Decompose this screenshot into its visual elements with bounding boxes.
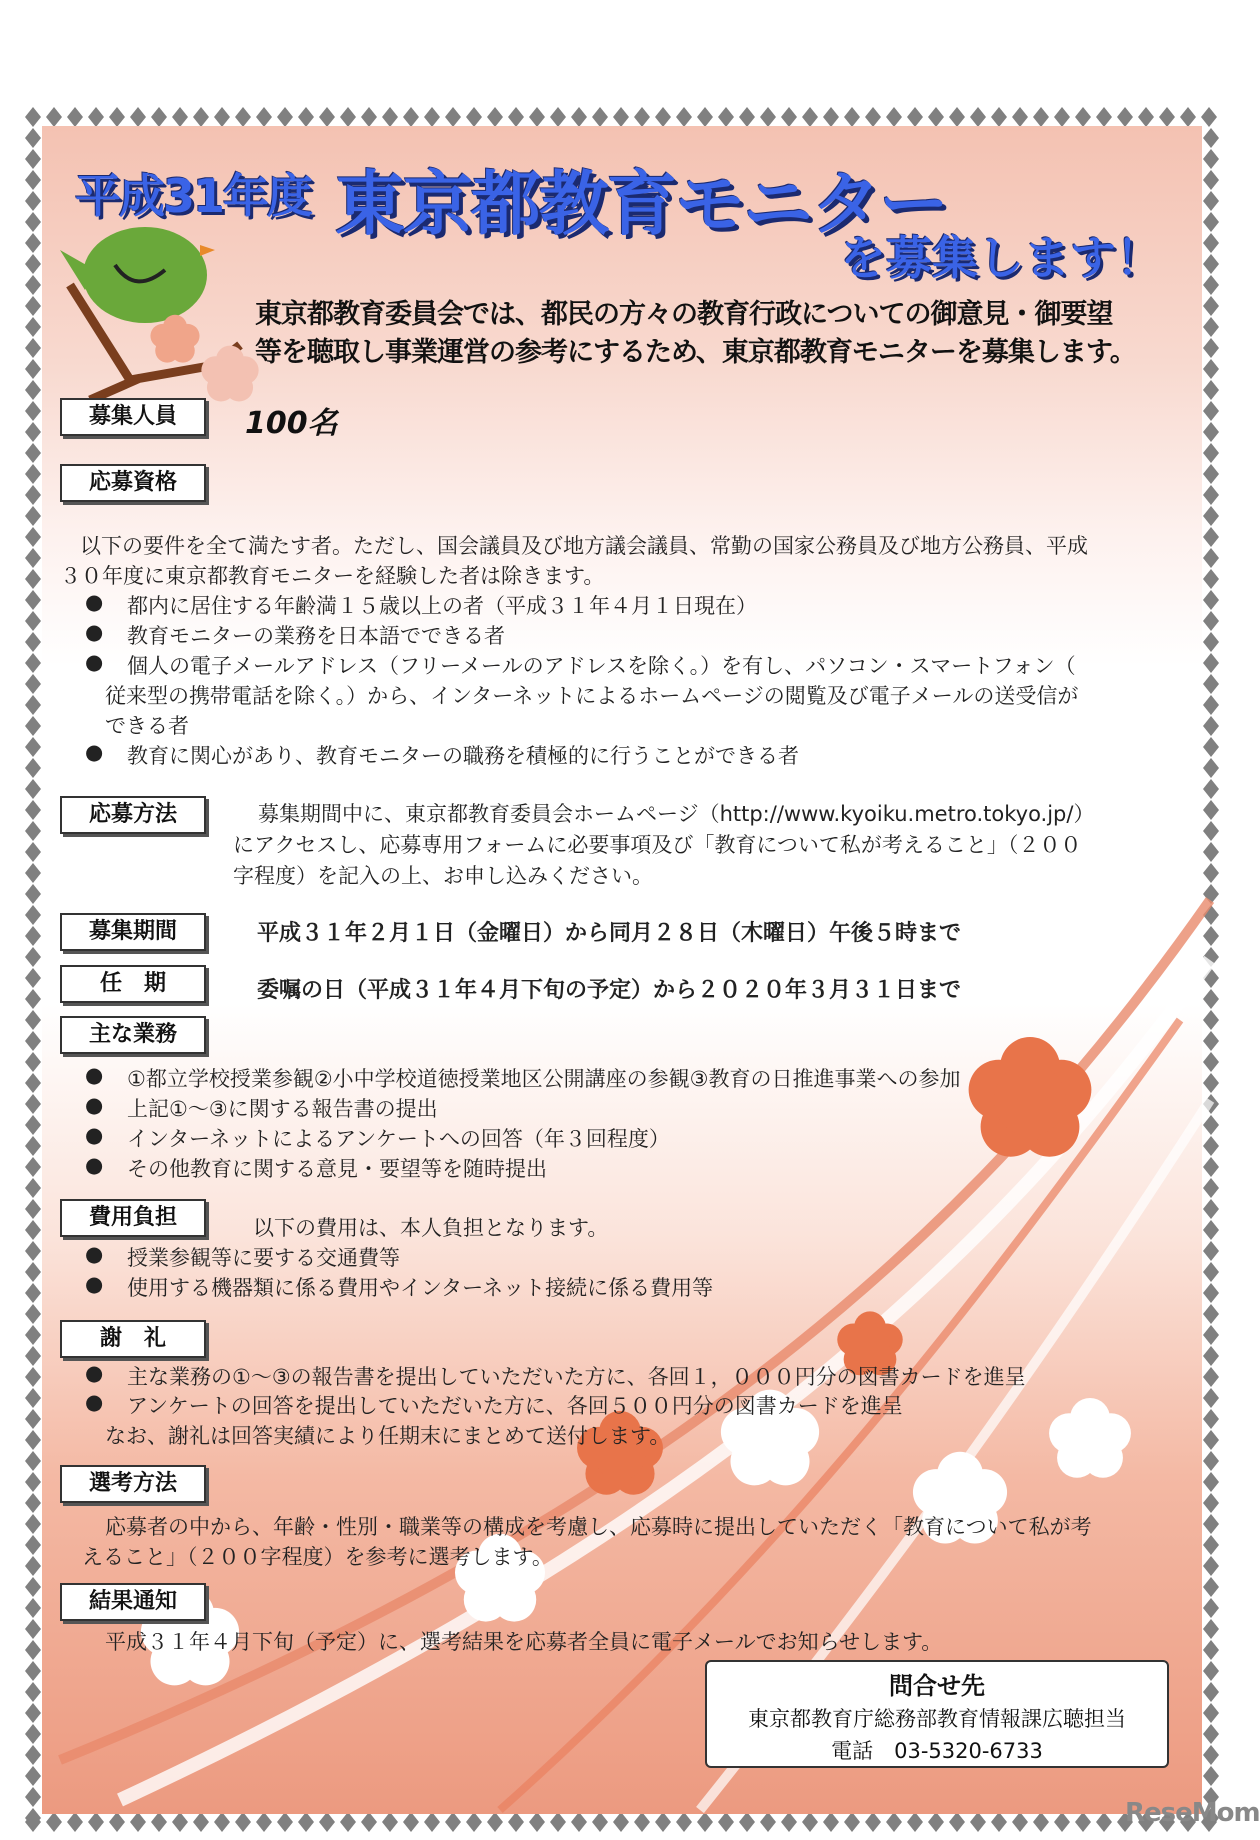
year-heading: 平成31年度 xyxy=(75,169,312,223)
label-recruit-count: 募集人員 xyxy=(60,398,206,436)
label-term: 任 期 xyxy=(60,965,206,1003)
label-result: 結果通知 xyxy=(60,1583,206,1621)
label-duties: 主な業務 xyxy=(60,1016,206,1054)
selection-line: えること」（２００字程度）を参考に選考します。 xyxy=(82,1545,553,1569)
label-eligibility: 応募資格 xyxy=(60,464,206,502)
cost-item: ● 使用する機器類に係る費用やインターネット接続に係る費用等 xyxy=(85,1272,713,1302)
page-title: 東京都教育モニター xyxy=(335,163,947,245)
contact-title: 問合せ先 xyxy=(889,1672,985,1700)
method-line: 募集期間中に、東京都教育委員会ホームページ（http://www.kyoiku.metro.tokyo.jp/） xyxy=(258,802,1095,826)
recruit-count-value: 100名 xyxy=(245,406,338,441)
costs-intro: 以下の費用は、本人負担となります。 xyxy=(253,1216,609,1240)
page-subtitle: を募集します！ xyxy=(840,231,1162,285)
plum-blossom-icon xyxy=(969,1037,1092,1157)
intro-line: 東京都教育委員会では、都民の方々の教育行政についての御意見・御要望 xyxy=(255,299,1113,330)
eligibility-item-cont: できる者 xyxy=(105,714,189,738)
eligibility-intro: ３０年度に東京都教育モニターを経験した者は除きます。 xyxy=(60,564,605,588)
intro-line: 等を聴取し事業運営の参考にするため、東京都教育モニターを募集します。 xyxy=(255,337,1136,368)
duty-item: ● ①都立学校授業参観②小中学校道徳授業地区公開講座の参観③教育の日推進事業への参加 xyxy=(85,1063,960,1093)
eligibility-intro: 以下の要件を全て満たす者。ただし、国会議員及び地方議会議員、常勤の国家公務員及び地方公務員、平成 xyxy=(80,534,1088,558)
reward-item: ● 主な業務の①～③の報告書を提出していただいた方に、各回１，０００円分の図書カードを進呈 xyxy=(85,1361,1026,1391)
cost-item: ● 授業参観等に要する交通費等 xyxy=(85,1242,400,1272)
duty-item: ● 上記①～③に関する報告書の提出 xyxy=(85,1093,438,1123)
result-text: 平成３１年４月下旬（予定）に、選考結果を応募者全員に電子メールでお知らせします。 xyxy=(105,1630,943,1654)
watermark-logo: ReseMom xyxy=(1125,1798,1260,1828)
contact-phone: 電話 03-5320-6733 xyxy=(831,1739,1043,1763)
selection-line: 応募者の中から、年齢・性別・職業等の構成を考慮し、応募時に提出していただく「教育について私が考 xyxy=(105,1515,1092,1539)
eligibility-item-cont: 従来型の携帯電話を除く。）から、インターネットによるホームページの閲覧及び電子メールの送受信が xyxy=(105,684,1079,708)
eligibility-item: ● 教育に関心があり、教育モニターの職務を積極的に行うことができる者 xyxy=(85,740,799,770)
plum-blossom-icon xyxy=(1049,1398,1131,1478)
term-value: 委嘱の日（平成３１年４月下旬の予定）から２０２０年３月３１日まで xyxy=(257,978,962,1003)
reward-note: なお、謝礼は回答実績により任期末にまとめて送付します。 xyxy=(105,1424,671,1448)
duty-item: ● その他教育に関する意見・要望等を随時提出 xyxy=(85,1153,547,1183)
contact-department: 東京都教育庁総務部教育情報課広聴担当 xyxy=(748,1707,1126,1731)
eligibility-item: ● 教育モニターの業務を日本語でできる者 xyxy=(85,620,505,650)
method-line: 字程度）を記入の上、お申し込みください。 xyxy=(233,864,653,888)
eligibility-item: ● 個人の電子メールアドレス（フリーメールのアドレスを除く。）を有し、パソコン・スマートフォン（ xyxy=(85,650,1076,680)
plum-blossom-icon xyxy=(201,346,258,402)
label-method: 応募方法 xyxy=(60,796,206,834)
contact-box xyxy=(705,1660,1169,1768)
plum-blossom-icon xyxy=(150,315,199,363)
duty-item: ● インターネットによるアンケートへの回答（年３回程度） xyxy=(85,1123,670,1153)
period-value: 平成３１年２月１日（金曜日）から同月２８日（木曜日）午後５時まで xyxy=(257,921,962,946)
method-line: にアクセスし、応募専用フォームに必要事項及び「教育について私が考えること」（２００ xyxy=(233,833,1082,857)
label-costs: 費用負担 xyxy=(60,1199,206,1237)
label-selection: 選考方法 xyxy=(60,1465,206,1503)
reward-item: ● アンケートの回答を提出していただいた方に、各回５００円分の図書カードを進呈 xyxy=(85,1390,903,1420)
label-period: 募集期間 xyxy=(60,913,206,951)
label-reward: 謝 礼 xyxy=(60,1320,206,1358)
eligibility-item: ● 都内に居住する年齢満１５歳以上の者（平成３１年４月１日現在） xyxy=(85,590,757,620)
